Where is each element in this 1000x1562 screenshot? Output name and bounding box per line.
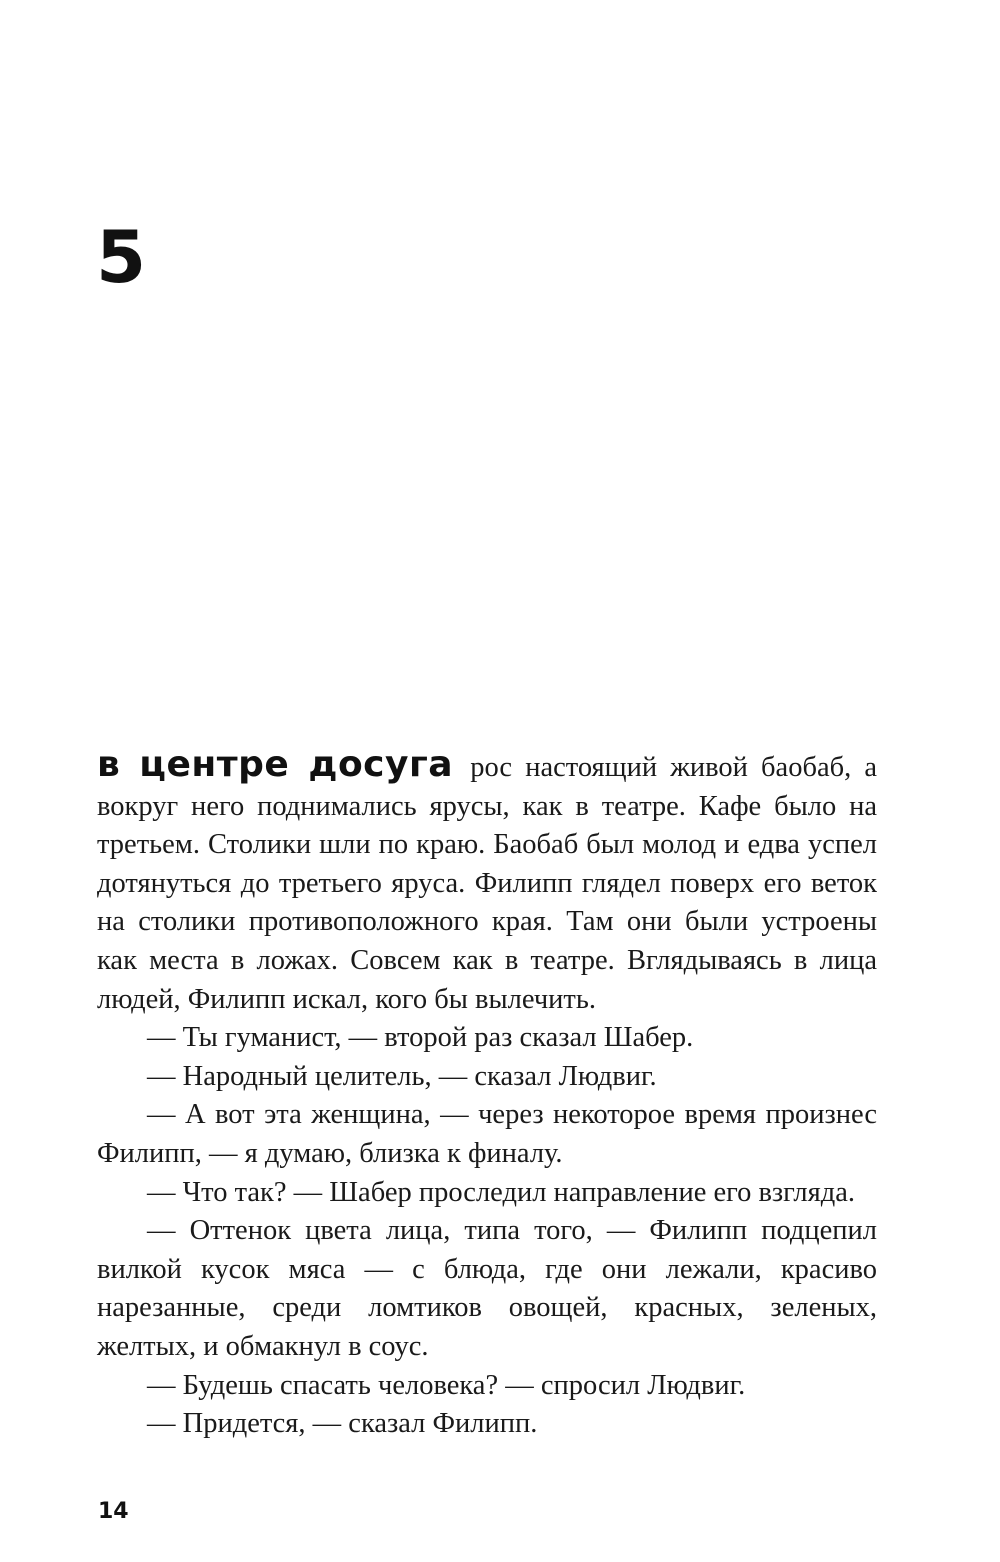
dialogue-line: — Народный целитель, — сказал Людвиг. (147, 1060, 657, 1092)
lead-in-phrase: в центре досуга (97, 744, 454, 785)
dialogue-line: — Будешь спасать человека? — спросил Людвиг. (147, 1369, 746, 1401)
page-number: 14 (98, 1499, 129, 1524)
dialogue-line: — А вот эта женщина, — через некоторое время произнес Филипп, — я думаю, близка к финалу. (97, 1099, 877, 1169)
dialogue-line: — Оттенок цвета лица, типа того, — Филипп подцепил вилкой кусок мяса — с блюда, где они лежали, красиво нарезанные, среди ломтиков овощей, красных, зеленых, желтых, и обмакнул в соус. (97, 1215, 877, 1362)
chapter-text (97, 746, 877, 1444)
dialogue-line: — Придется, — сказал Филипп. (147, 1408, 538, 1440)
chapter-number: 5 (96, 215, 147, 299)
opening-paragraph (97, 746, 877, 1019)
dialogue-line: — Ты гуманист, — второй раз сказал Шабер. (147, 1022, 694, 1054)
dialogue-line: — Что так? — Шабер проследил направление его взгляда. (147, 1176, 856, 1208)
opening-text: рос настоящий живой баобаб, а вокруг него поднимались ярусы, как в театре. Кафе было на третьем. Столики шли по краю. Баобаб был молод и едва успел дотянуться до третьего яруса. Филипп глядел поверх его веток на столики противоположного края. Там они были устроены как места в ложах. Совсем как в театре. Вглядываясь в лица людей, Филипп искал, кого бы вылечить. (97, 752, 877, 1015)
